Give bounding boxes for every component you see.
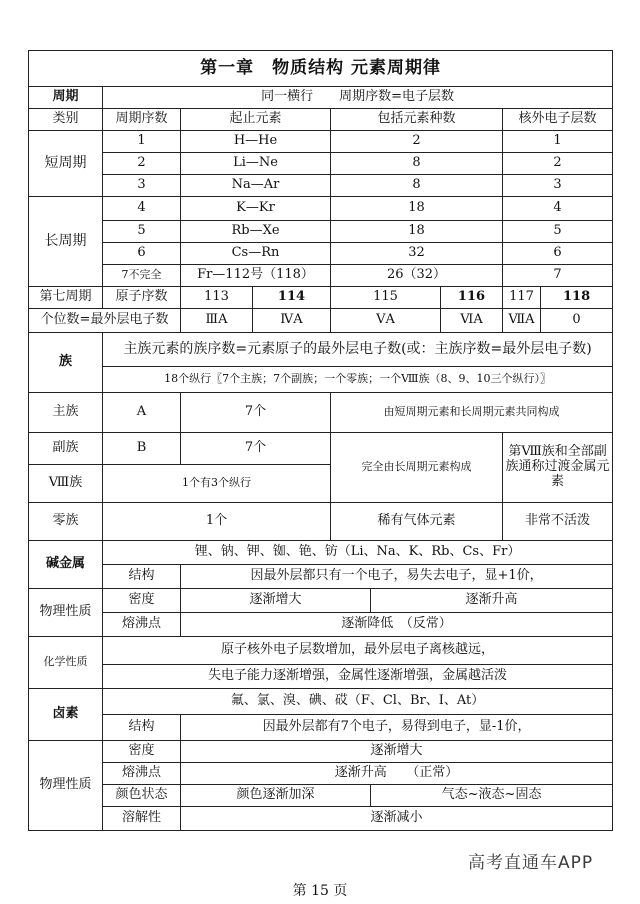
group-name: ⅤA — [331, 309, 441, 333]
header-category: 类别 — [29, 109, 103, 131]
period-range: K—Kr — [181, 197, 331, 221]
header-start-end: 起止元素 — [181, 109, 331, 131]
period-number: 3 — [103, 175, 181, 197]
group-name: 0 — [541, 309, 613, 333]
period-count: 8 — [331, 175, 503, 197]
period-range: H—He — [181, 131, 331, 153]
period-range: Cs—Rn — [181, 243, 331, 265]
period-count: 26（32） — [331, 265, 503, 287]
sub-group-symbol: B — [103, 433, 181, 465]
alkali-chem-line-2: 失电子能力逐渐增强，金属性逐渐增强，金属越活泼 — [103, 665, 613, 689]
viii-group-count: 1个有3个纵行 — [103, 465, 331, 503]
periodic-law-table — [28, 50, 613, 831]
sub-group-desc: 完全由长周期元素构成 — [331, 433, 503, 503]
viii-group-label: Ⅷ族 — [29, 465, 103, 503]
family-definition: 主族元素的族序数=元素原子的最外层电子数(或：主族序数=最外层电子数) — [103, 333, 613, 367]
halogen-solubility: 逐渐减小 — [181, 807, 613, 831]
period-layers: 2 — [503, 153, 613, 175]
group-name: ⅣA — [253, 309, 331, 333]
alkali-structure-label: 结构 — [103, 565, 181, 589]
header-period-number: 周期序数 — [103, 109, 181, 131]
alkali-label: 碱金属 — [29, 541, 103, 589]
halogen-label: 卤素 — [29, 689, 103, 741]
sub-group-count: 7个 — [181, 433, 331, 465]
halogen-color: 颜色逐渐加深 — [181, 785, 371, 807]
halogen-density: 逐渐增大 — [181, 741, 613, 763]
period-number: 4 — [103, 197, 181, 221]
halogen-boiling-label: 熔沸点 — [103, 763, 181, 785]
halogen-boiling: 逐渐升高 （正常） — [181, 763, 613, 785]
period-layers: 5 — [503, 221, 613, 243]
halogen-phys-label: 物理性质 — [29, 741, 103, 831]
halogen-state: 气态~液态~固态 — [371, 785, 613, 807]
period-definition: 同一横行 周期序数=电子层数 — [103, 87, 613, 109]
alkali-phys-label: 物理性质 — [29, 589, 103, 637]
sub-group-label: 副族 — [29, 433, 103, 465]
alkali-density-label: 密度 — [103, 589, 181, 613]
main-group-label: 主族 — [29, 393, 103, 433]
period-number: 7不完全 — [103, 265, 181, 287]
long-period-label: 长周期 — [29, 197, 103, 287]
halogen-solubility-label: 溶解性 — [103, 807, 181, 831]
transition-metal-note: 第Ⅷ族和全部副族通称过渡金属元素 — [503, 433, 613, 503]
period-number: 2 — [103, 153, 181, 175]
halogen-density-label: 密度 — [103, 741, 181, 763]
period-number: 6 — [103, 243, 181, 265]
period-range: Rb—Xe — [181, 221, 331, 243]
atomic-number: 118 — [541, 287, 613, 309]
period-layers: 4 — [503, 197, 613, 221]
alkali-density-b: 逐渐升高 — [371, 589, 613, 613]
family-label: 族 — [29, 333, 103, 393]
short-period-label: 短周期 — [29, 131, 103, 197]
period-layers: 3 — [503, 175, 613, 197]
alkali-chem-label: 化学性质 — [29, 637, 103, 689]
atomic-number: 115 — [331, 287, 441, 309]
group-name: ⅢA — [181, 309, 253, 333]
atomic-number: 116 — [441, 287, 503, 309]
halogen-structure: 因最外层都有7个电子，易得到电子，显-1价， — [181, 715, 613, 741]
period-number: 5 — [103, 221, 181, 243]
main-group-desc: 由短周期元素和长周期元素共同构成 — [331, 393, 613, 433]
valence-label: 个位数=最外层电子数 — [29, 309, 181, 333]
period-count: 18 — [331, 197, 503, 221]
zero-group-desc: 稀有气体元素 — [331, 503, 503, 541]
atomic-number: 114 — [253, 287, 331, 309]
atomic-number-label: 原子序数 — [103, 287, 181, 309]
halogen-color-label: 颜色状态 — [103, 785, 181, 807]
family-columns-note: 18个纵行〖7个主族；7个副族；一个零族；一个Ⅷ族（8、9、10三个纵行）〗 — [103, 367, 613, 393]
period-number: 1 — [103, 131, 181, 153]
period-count: 32 — [331, 243, 503, 265]
zero-group-note: 非常不活泼 — [503, 503, 613, 541]
period-layers: 6 — [503, 243, 613, 265]
period-range: Li—Ne — [181, 153, 331, 175]
zero-group-label: 零族 — [29, 503, 103, 541]
page-number: 第 15 页 — [292, 883, 348, 899]
main-group-count: 7个 — [181, 393, 331, 433]
page-title: 第一章 物质结构 元素周期律 — [29, 51, 613, 87]
alkali-structure: 因最外层都只有一个电子，易失去电子，显+1价， — [181, 565, 613, 589]
alkali-density-a: 逐渐增大 — [181, 589, 371, 613]
atomic-number: 113 — [181, 287, 253, 309]
alkali-boiling-label: 熔沸点 — [103, 613, 181, 637]
period-label: 周期 — [29, 87, 103, 109]
zero-group-count: 1个 — [103, 503, 331, 541]
halogen-structure-label: 结构 — [103, 715, 181, 741]
period-count: 18 — [331, 221, 503, 243]
app-watermark: 高考直通车APP — [468, 853, 594, 873]
group-name: ⅥA — [441, 309, 503, 333]
atomic-number: 117 — [503, 287, 541, 309]
period-layers: 7 — [503, 265, 613, 287]
group-name: ⅦA — [503, 309, 541, 333]
header-element-count: 包括元素种数 — [331, 109, 503, 131]
alkali-chem-line-1: 原子核外电子层数增加，最外层电子离核越远， — [103, 637, 613, 665]
main-group-symbol: A — [103, 393, 181, 433]
period-range: Fr—112号（118） — [181, 265, 331, 287]
period-range: Na—Ar — [181, 175, 331, 197]
period-layers: 1 — [503, 131, 613, 153]
alkali-elements: 锂、钠、钾、铷、铯、钫（Li、Na、K、Rb、Cs、Fr） — [103, 541, 613, 565]
period-count: 2 — [331, 131, 503, 153]
alkali-boiling: 逐渐降低 （反常） — [181, 613, 613, 637]
header-shell-count: 核外电子层数 — [503, 109, 613, 131]
halogen-elements: 氟、氯、溴、碘、砹（F、Cl、Br、I、At） — [103, 689, 613, 715]
period-count: 8 — [331, 153, 503, 175]
seventh-period-label: 第七周期 — [29, 287, 103, 309]
